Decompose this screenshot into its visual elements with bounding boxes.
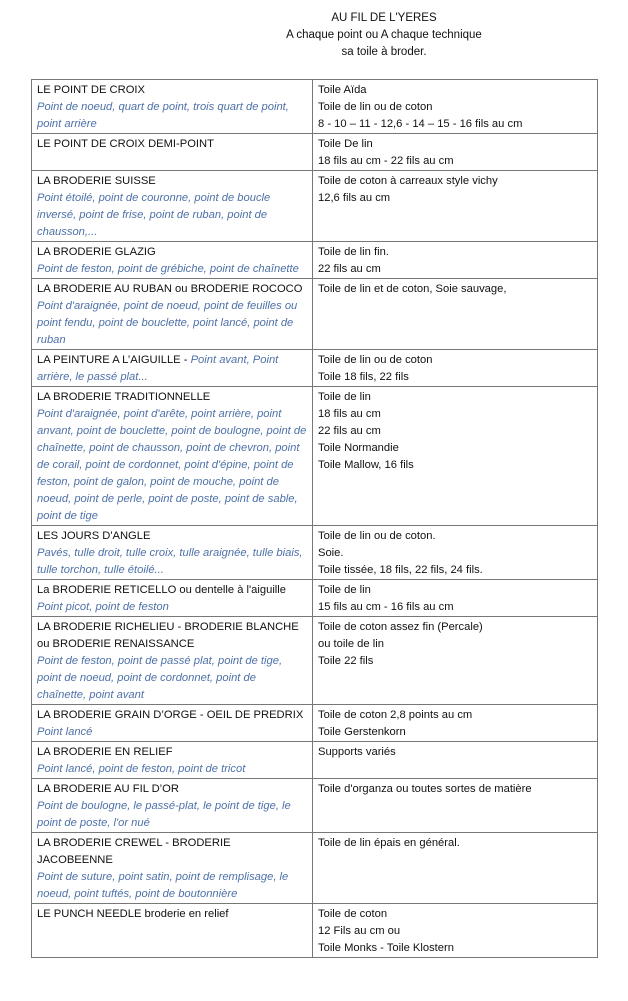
fabric-line: Toile de lin ou de coton [318,354,433,366]
fabric-line: Toile 18 fils, 22 fils [318,371,409,383]
technique-cell [32,833,313,904]
table-row [32,833,598,904]
technique-title: LA BRODERIE GRAIN D’ORGE - OEIL DE PREDRIX [37,709,304,721]
technique-cell [32,526,313,580]
technique-stitches: Pavés, tulle droit, tulle croix, tulle araignée, tulle biais, tulle torchon, tulle étoilé... [37,547,303,576]
technique-cell [32,580,313,617]
fabric-line: Toile de lin fin. [318,246,389,258]
technique-title: LE POINT DE CROIX [37,84,145,96]
fabric-line: Toile de coton assez fin (Percale) [318,621,483,633]
fabric-cell [313,80,598,134]
technique-title: La BRODERIE RETICELLO ou dentelle à l'aiguille [37,584,287,596]
technique-stitches: Point de noeud, quart de point, trois quart de point, point arrière [37,101,289,130]
table-row [32,387,598,526]
fabric-cell [313,350,598,387]
fabric-line: Supports variés [318,746,396,758]
embroidery-fabric-table [31,79,598,958]
fabric-cell [313,171,598,242]
table-row [32,742,598,779]
fabric-line: Toile tissée, 18 fils, 22 fils, 24 fils. [318,564,483,576]
table-row [32,134,598,171]
technique-stitches: Point de feston, point de grébiche, point de chaînette [37,263,299,275]
fabric-cell [313,904,598,958]
fabric-cell [313,779,598,833]
table-row [32,904,598,958]
technique-stitches: Point de feston, point de passé plat, point de tige, point de noeud, point de cordonnet, point de chaînette, point avant [37,655,283,701]
fabric-line: 22 fils au cm [318,425,381,437]
technique-title: LA BRODERIE AU FIL D’OR [37,783,179,795]
technique-stitches: Point de boulogne, le passé-plat, le point de tige, le point de poste, l'or nué [37,800,291,829]
technique-title: LES JOURS D'ANGLE [37,530,151,542]
table-row [32,617,598,705]
fabric-cell [313,833,598,904]
technique-stitches: Point étoilé, point de couronne, point de boucle inversé, point de frise, point de ruban, point de chausson,... [37,192,271,238]
fabric-line: Toile de lin ou de coton [318,101,433,113]
technique-cell [32,904,313,958]
fabric-line: 18 fils au cm [318,408,381,420]
technique-cell [32,617,313,705]
header-title: AU FIL DE L'YERES [331,12,437,24]
technique-cell [32,242,313,279]
fabric-cell [313,617,598,705]
table-row [32,705,598,742]
fabric-line: 15 fils au cm - 16 fils au cm [318,601,454,613]
table-row [32,242,598,279]
technique-stitches: Point d'araignée, point de noeud, point de feuilles ou point fendu, point de bouclette, point lancé, point de ruban [37,300,298,346]
technique-cell [32,742,313,779]
technique-title: LA BRODERIE TRADITIONNELLE [37,391,211,403]
technique-cell [32,387,313,526]
document-header [0,10,628,61]
fabric-line: 18 fils au cm - 22 fils au cm [318,155,454,167]
fabric-line: Toile de coton à carreaux style vichy [318,175,498,187]
table-row [32,279,598,350]
fabric-line: Toile 22 fils [318,655,374,667]
fabric-line: 8 - 10 – 11 - 12,6 - 14 – 15 - 16 fils au cm [318,118,523,130]
fabric-cell [313,742,598,779]
technique-cell [32,80,313,134]
technique-stitches: Point d'araignée, point d'arête, point arrière, point anvant, point de bouclette, point de boulogne, point de chaînette, point de chausson, point de chevron, point de corail, point de cordonnet, point d'épine, point de feston, point de galon, point de mouche, point de noeud, point de perle, point de poste, point de sable, point de tige [37,408,307,522]
header-tagline: sa toile à broder. [341,46,427,58]
technique-cell [32,705,313,742]
fabric-cell [313,526,598,580]
technique-title: LA BRODERIE GLAZIG [37,246,156,258]
fabric-line: Toile de lin [318,584,371,596]
fabric-line: ou toile de lin [318,638,384,650]
fabric-line: Toile d'organza ou toutes sortes de matière [318,783,532,795]
fabric-line: Soie. [318,547,344,559]
fabric-line: Toile de lin épais en général. [318,837,460,849]
technique-title: LA BRODERIE RICHELIEU - BRODERIE BLANCHE ou BRODERIE RENAISSANCE [37,621,299,650]
fabric-line: Toile de lin et de coton, Soie sauvage, [318,283,507,295]
fabric-cell [313,279,598,350]
technique-cell [32,134,313,171]
technique-title: LA BRODERIE SUISSE [37,175,156,187]
technique-cell [32,779,313,833]
technique-title: LA BRODERIE AU RUBAN ou BRODERIE ROCOCO [37,283,303,295]
technique-stitches: Point de suture, point satin, point de remplisage, le noeud, point tuftés, point de boutonnière [37,871,289,900]
table-row [32,580,598,617]
fabric-line: Toile Gerstenkorn [318,726,406,738]
fabric-line: 12,6 fils au cm [318,192,391,204]
technique-stitches: Point lancé, point de feston, point de tricot [37,763,246,775]
technique-cell [32,350,313,387]
technique-title: LA BRODERIE CREWEL - BRODERIE JACOBEENNE [37,837,231,866]
technique-title: LA BRODERIE EN RELIEF [37,746,173,758]
technique-cell [32,279,313,350]
table-row [32,171,598,242]
technique-title: LE PUNCH NEEDLE broderie en relief [37,908,229,920]
fabric-line: Toile de lin [318,391,371,403]
table-row [32,80,598,134]
fabric-line: Toile Aïda [318,84,367,96]
fabric-cell [313,387,598,526]
table-row [32,350,598,387]
technique-stitches: Point picot, point de feston [37,601,169,613]
fabric-line: Toile de coton [318,908,388,920]
technique-title: LE POINT DE CROIX DEMI-POINT [37,138,214,150]
table-row [32,526,598,580]
fabric-line: 12 Fils au cm ou [318,925,401,937]
technique-stitches: Point lancé [37,726,93,738]
fabric-line: Toile Normandie [318,442,399,454]
fabric-line: 22 fils au cm [318,263,381,275]
fabric-cell [313,705,598,742]
fabric-line: Toile De lin [318,138,373,150]
fabric-cell [313,242,598,279]
fabric-cell [313,580,598,617]
fabric-cell [313,134,598,171]
fabric-line: Toile de lin ou de coton. [318,530,436,542]
table-row [32,779,598,833]
header-subtitle: A chaque point ou A chaque technique [286,29,482,41]
fabric-line: Toile de coton 2,8 points au cm [318,709,473,721]
technique-stitches-inline: Point avant, Point arrière, le passé plat... [37,354,279,383]
fabric-line: Toile Mallow, 16 fils [318,459,414,471]
technique-title: LA PEINTURE A L’AIGUILLE - [37,354,191,366]
table-body [32,80,598,958]
fabric-line: Toile Monks - Toile Klostern [318,942,454,954]
technique-cell [32,171,313,242]
